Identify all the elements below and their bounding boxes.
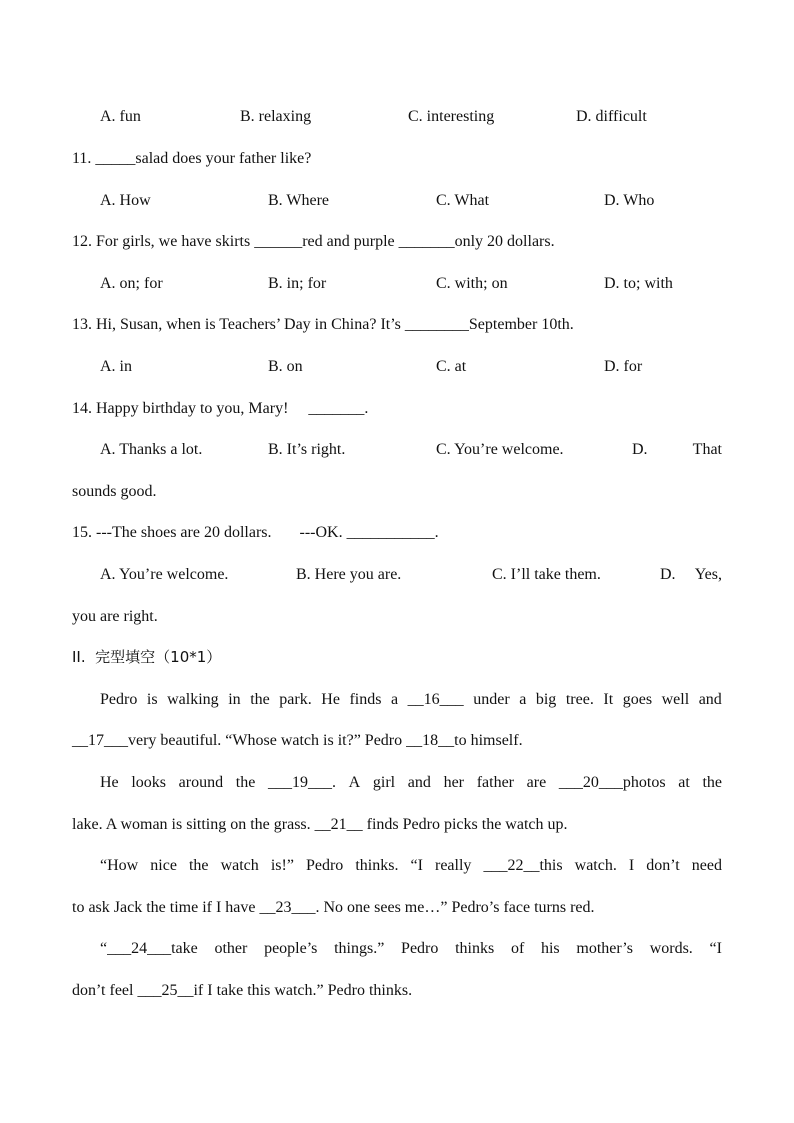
passage-word: watch. [574,857,617,874]
passage-word: thinks [455,940,495,957]
q15-option-d-continuation: you are right. [72,608,158,625]
passage-word: big [535,691,557,708]
q10-option-b: B. relaxing [240,108,312,125]
q13-stem: 13. Hi, Susan, when is Teachers’ Day in China? It’s ________September 10th. [72,316,574,333]
q14-option-c: C. You’re welcome. [436,441,564,458]
passage-word: don’t [646,857,680,874]
q11-option-d: D. Who [604,192,655,209]
q11-stem: 11. _____salad does your father like? [72,150,312,167]
passage-word: is [146,691,158,708]
passage-word: really [435,857,472,874]
passage-word: goes [622,691,653,708]
passage-word: other [214,940,248,957]
passage-para-1-line-1 [100,692,722,708]
passage-word: a [519,691,527,708]
passage-para-3-line-1 [100,858,722,874]
q15-option-d-text: Yes, [694,566,722,583]
passage-word: the [235,774,256,791]
q14-stem: 14. Happy birthday to you, Mary! _______. [72,400,369,417]
passage-word: ___22__this [483,857,563,874]
passage-word: watch [220,857,259,874]
q15-option-b: B. Here you are. [296,566,402,583]
passage-word: under [473,691,510,708]
passage-word: mother’s [576,940,633,957]
passage-word: A [348,774,361,791]
passage-para-3-rest: to ask Jack the time if I have __23___. No one sees me…” Pedro’s face turns red. [72,899,595,916]
passage-word: walking [167,691,219,708]
passage-word: the [702,774,722,791]
passage-word: at [678,774,690,791]
passage-word: Pedro [100,691,138,708]
passage-word: words. [649,940,693,957]
q11-option-c: C. What [436,192,490,209]
passage-para-4-line-1 [100,941,722,957]
passage-word: his [540,940,560,957]
passage-word: nice [150,857,177,874]
passage-word: the [188,857,209,874]
q13-option-c: C. at [436,358,467,375]
passage-word: ___19___. [268,774,336,791]
q15-option-a: A. You’re welcome. [100,566,229,583]
passage-word: looks [131,774,166,791]
q14-option-d-continuation: sounds good. [72,483,157,500]
passage-word: __16___ [407,691,464,708]
passage-word: girl [372,774,396,791]
passage-word: her [443,774,465,791]
q10-option-a: A. fun [100,108,141,125]
q15-option-d-letter: D. [660,566,676,583]
passage-word: things.” [334,940,385,957]
passage-word: He [321,691,340,708]
q13-option-a: A. in [100,358,132,375]
passage-word: in [228,691,241,708]
passage-word: of [510,940,525,957]
passage-word: It [603,691,614,708]
passage-word: “How [100,857,139,874]
passage-word: finds [349,691,382,708]
passage-word: thinks. [355,857,399,874]
passage-word: well [661,691,690,708]
q11-option-b: B. Where [268,192,330,209]
passage-word: are [526,774,547,791]
q12-option-b: B. in; for [268,275,327,292]
passage-word: Pedro [401,940,439,957]
q12-stem: 12. For girls, we have skirts ______red and purple _______only 20 dollars. [72,233,555,250]
passage-word: Pedro [305,857,344,874]
passage-word: father [476,774,514,791]
q15-stem: 15. ---The shoes are 20 dollars. ---OK. ___________. [72,524,439,541]
section-heading: II. 完型填空（10*1） [72,648,222,666]
passage-word: the [250,691,270,708]
q14-option-d-text: That [692,441,722,458]
q14-option-a: A. Thanks a lot. [100,441,203,458]
passage-word: tree. [565,691,594,708]
passage-word: is!” [270,857,294,874]
passage-word: park. [279,691,312,708]
passage-word: I [628,857,635,874]
q14-option-b: B. It’s right. [268,441,346,458]
q13-option-b: B. on [268,358,303,375]
passage-word: “___24___take [100,940,198,957]
passage-word: people’s [264,940,318,957]
passage-para-2-line-1 [100,775,722,791]
passage-word: ___20___photos [558,774,666,791]
passage-word: and [407,774,431,791]
passage-word: around [178,774,224,791]
passage-word: “I [709,940,722,957]
q12-option-d: D. to; with [604,275,673,292]
passage-para-4-rest: don’t feel ___25__if I take this watch.” Pedro thinks. [72,982,413,999]
q12-option-a: A. on; for [100,275,163,292]
q10-option-c: C. interesting [408,108,495,125]
passage-word: a [391,691,399,708]
q14-option-d-letter: D. [632,441,648,458]
passage-para-1-rest: __17___very beautiful. “Whose watch is it?” Pedro __18__to himself. [72,732,523,749]
q12-option-c: C. with; on [436,275,508,292]
q15-option-c: C. I’ll take them. [492,566,601,583]
passage-word: He [100,774,119,791]
passage-word: need [691,857,722,874]
q10-option-d: D. difficult [576,108,647,125]
q13-option-d: D. for [604,358,643,375]
passage-para-2-rest: lake. A woman is sitting on the grass. __21__ finds Pedro picks the watch up. [72,816,568,833]
passage-word: “I [410,857,423,874]
passage-word: and [698,691,722,708]
q11-option-a: A. How [100,192,151,209]
